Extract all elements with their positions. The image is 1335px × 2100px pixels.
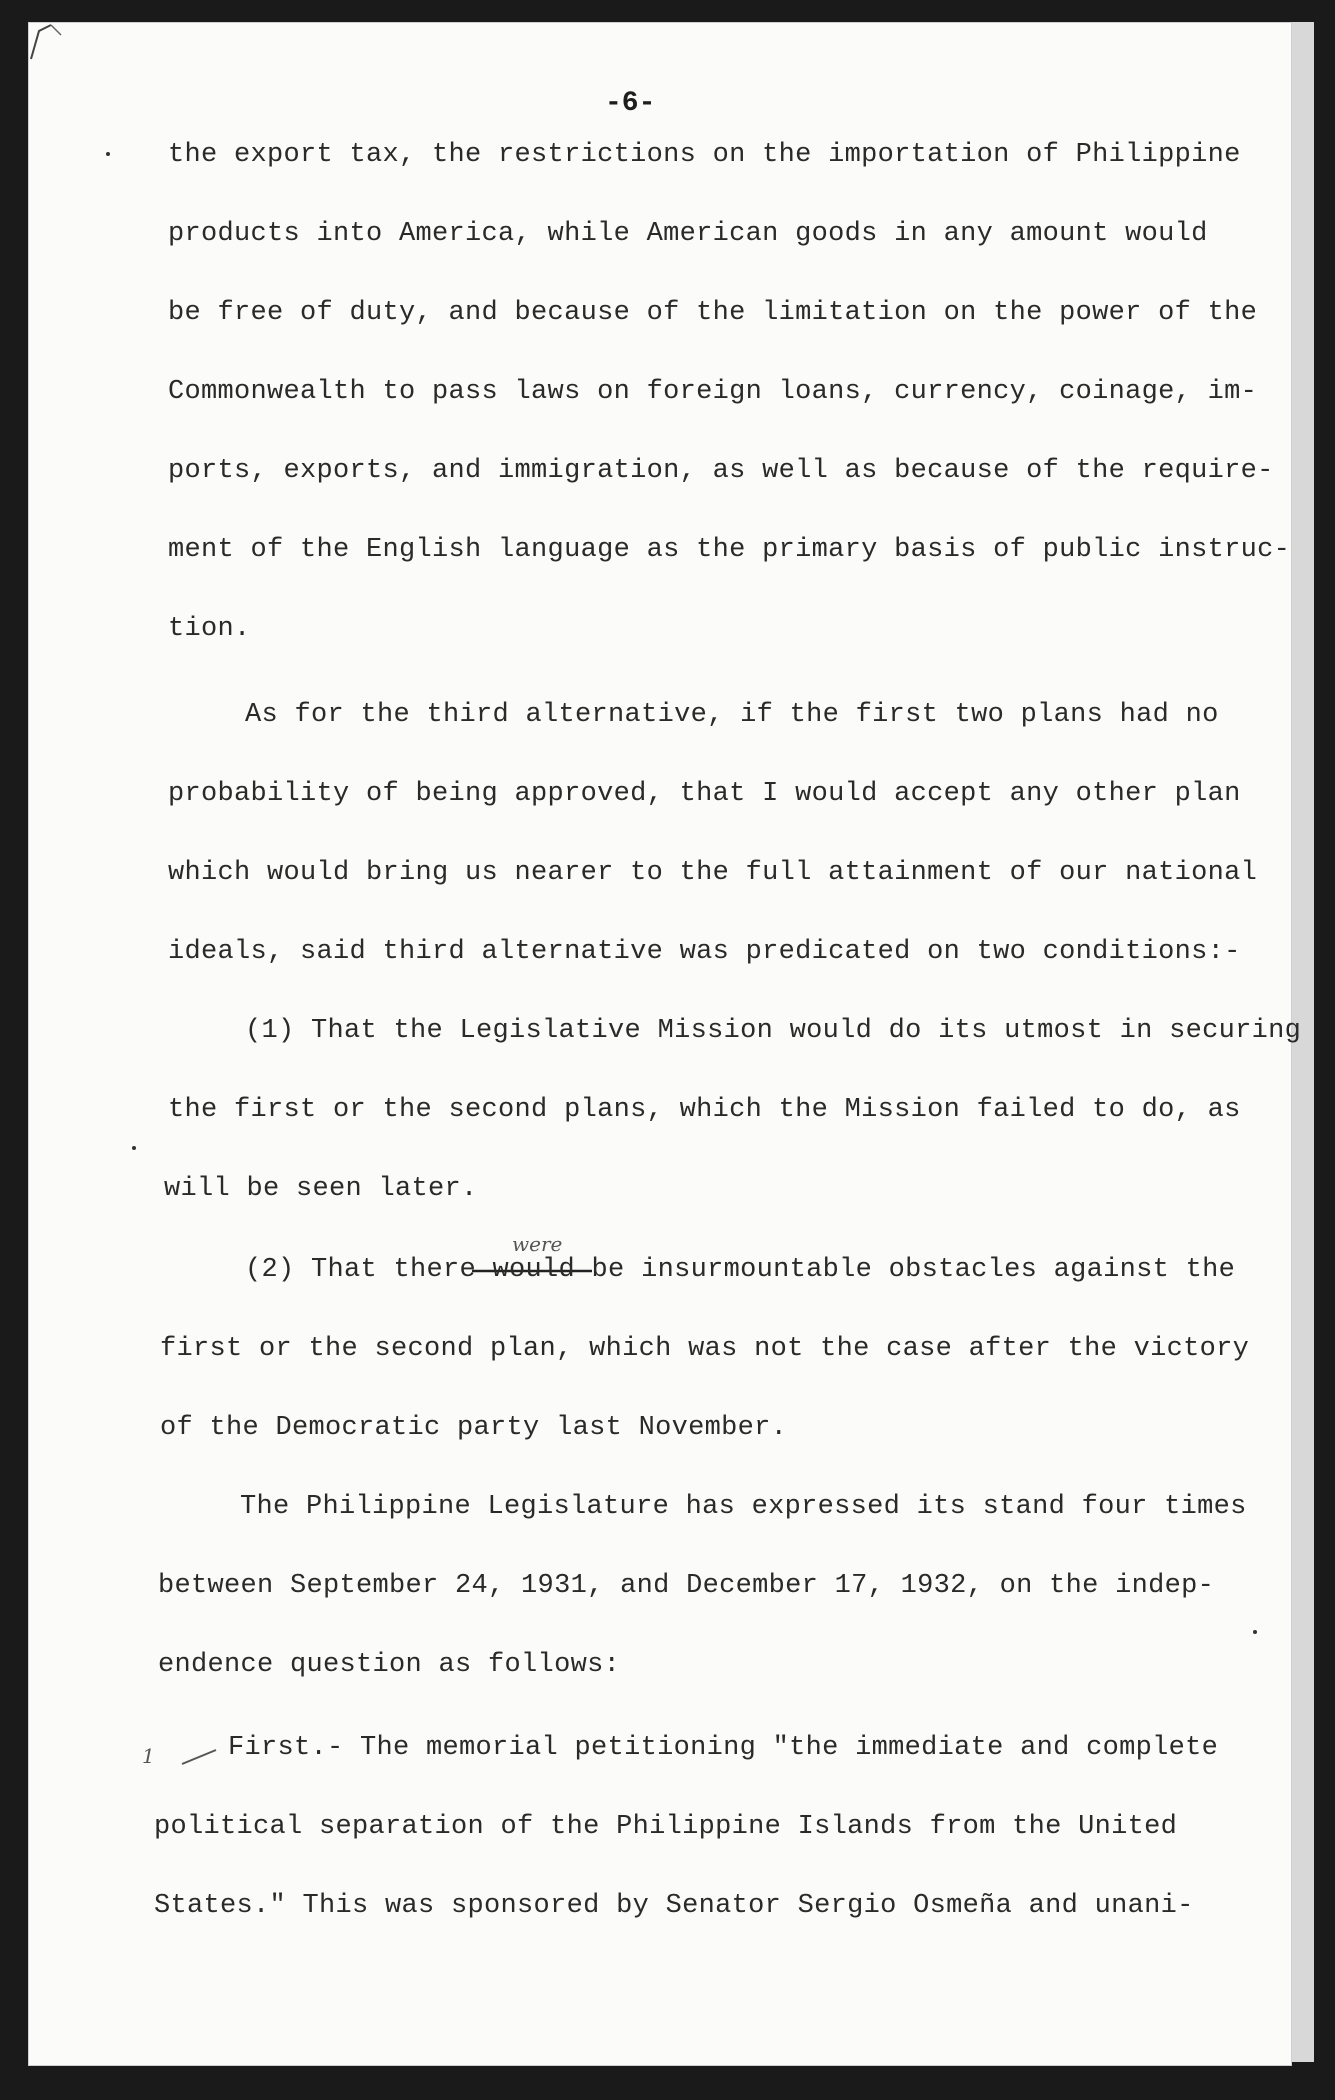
condition-1-line-3: will be seen later. xyxy=(164,1174,478,1204)
stray-dot-mark xyxy=(132,1146,136,1150)
paragraph-third-alternative-line-2: probability of being approved, that I would accept any other plan xyxy=(168,779,1241,809)
handwritten-insertion: were xyxy=(512,1232,563,1256)
first-memorial-line-1: First.- The memorial petitioning "the immediate and complete xyxy=(228,1733,1219,1763)
paragraph-third-alternative-line-4: ideals, said third alternative was predicated on two conditions:- xyxy=(168,937,1241,967)
body-line-2: products into America, while American goods in any amount would xyxy=(168,219,1208,249)
stray-dot-mark xyxy=(1253,1630,1257,1634)
body-line-5: ports, exports, and immigration, as well as because of the require- xyxy=(168,456,1274,486)
margin-annotation: 1 xyxy=(142,1744,155,1768)
condition-2-line-2: first or the second plan, which was not the case after the victory xyxy=(160,1334,1250,1364)
body-line-1: the export tax, the restrictions on the importation of Philippine xyxy=(168,140,1241,170)
page-number: -6- xyxy=(605,88,656,119)
paragraph-third-alternative-line-1: As for the third alternative, if the first two plans had no xyxy=(245,700,1219,730)
legislature-paragraph-line-1: The Philippine Legislature has expressed its stand four times xyxy=(240,1492,1247,1522)
condition-1-line-1: (1) That the Legislative Mission would do its utmost in securing xyxy=(245,1016,1302,1046)
body-line-6: ment of the English language as the primary basis of public instruc- xyxy=(168,535,1291,565)
torn-corner-icon xyxy=(29,23,79,63)
margin-check-mark xyxy=(180,1748,220,1768)
body-line-4: Commonwealth to pass laws on foreign loans, currency, coinage, im- xyxy=(168,377,1258,407)
legislature-paragraph-line-2: between September 24, 1931, and December 17, 1932, on the indep- xyxy=(158,1571,1215,1601)
first-memorial-line-2: political separation of the Philippine Islands from the United xyxy=(154,1812,1178,1842)
stray-dot-mark xyxy=(106,152,110,156)
body-line-3: be free of duty, and because of the limitation on the power of the xyxy=(168,298,1258,328)
condition-2-line-3: of the Democratic party last November. xyxy=(160,1413,788,1443)
first-memorial-line-3: States." This was sponsored by Senator Sergio Osmeña and unani- xyxy=(154,1891,1194,1921)
body-line-7: tion. xyxy=(168,614,251,644)
condition-2-line-1: (2) That there would be insurmountable obstacles against the xyxy=(245,1255,1236,1285)
condition-1-line-2: the first or the second plans, which the Mission failed to do, as xyxy=(168,1095,1241,1125)
paragraph-third-alternative-line-3: which would bring us nearer to the full attainment of our national xyxy=(168,858,1258,888)
legislature-paragraph-line-3: endence question as follows: xyxy=(158,1650,621,1680)
